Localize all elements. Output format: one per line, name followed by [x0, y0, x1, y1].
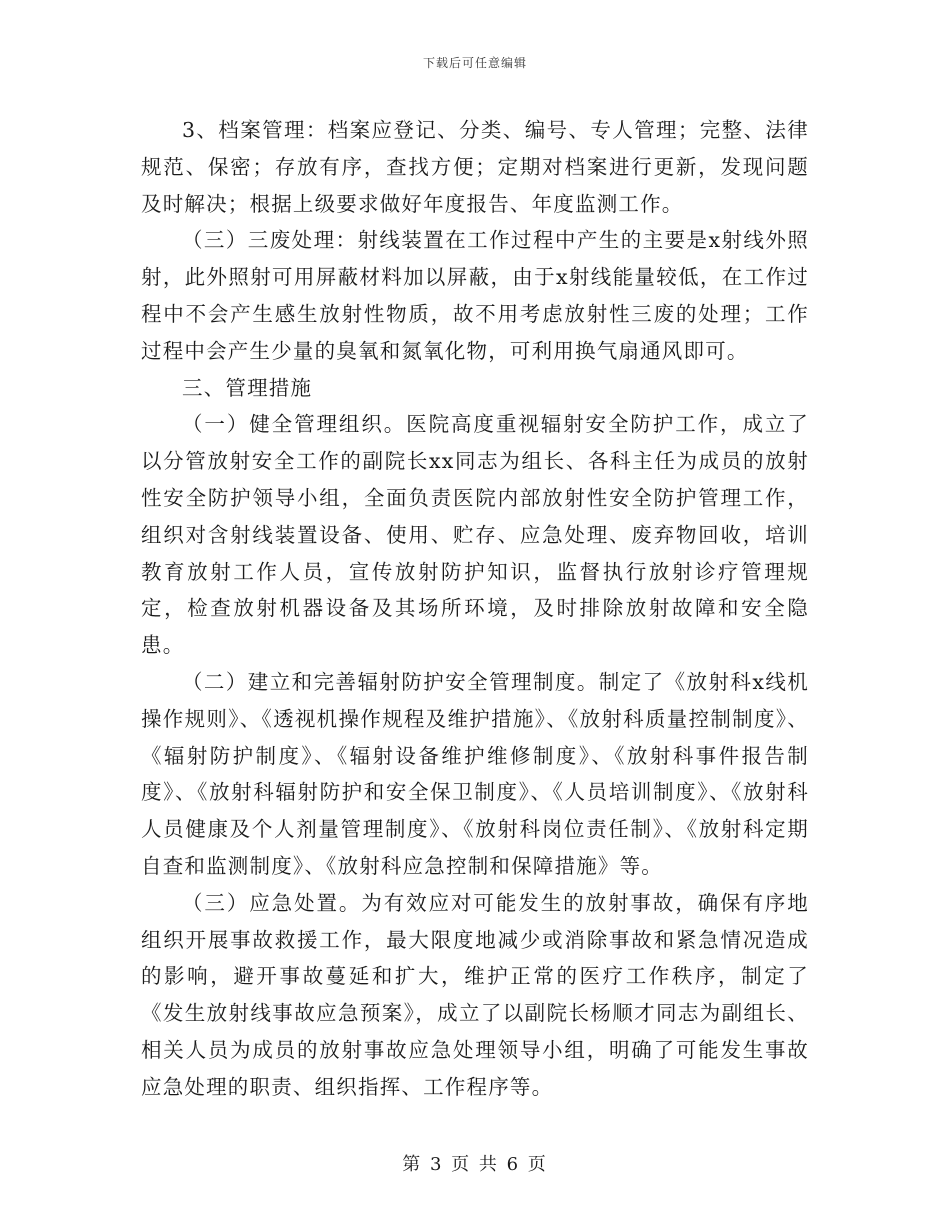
- section-heading-management-measures: 三、管理措施: [182, 375, 313, 400]
- paragraph-safety-regulations: （二）建立和完善辐射防护安全管理制度。制定了《放射科x线机操作规则》、《透视机操作规程及维护措施》、《放射科质量控制制度》、《辐射防护制度》、《辐射设备维护维修制度》、《放射科事件报告制度》、《放射科辐射防护和安全保卫制度》、《人员培训制度》、《放射科人员健康及个人剂量管理制度》、《放射科岗位责任制》、《放射科定期自查和监测制度》、《放射科应急控制和保障措施》等。: [141, 669, 809, 878]
- paragraph-archive-management: 3、档案管理：档案应登记、分类、编号、专人管理；完整、法律规范、保密；存放有序，查找方便；定期对档案进行更新，发现问题及时解决；根据上级要求做好年度报告、年度监测工作。: [141, 118, 809, 216]
- paragraph-emergency-response: （三）应急处置。为有效应对可能发生的放射事故，确保有序地组织开展事故救援工作，最大限度地减少或消除事故和紧急情况造成的影响，避开事故蔓延和扩大，维护正常的医疗工作秩序，制定了《发生放射线事故应急预案》，成立了以副院长杨顺才同志为副组长、相关人员为成员的放射事故应急处理领导小组，明确了可能发生事故应急处理的职责、组织指挥、工作程序等。: [141, 890, 809, 1099]
- page-number-footer: 第 3 页 共 6 页: [402, 1154, 548, 1175]
- paragraph-waste-treatment: （三）三废处理：射线装置在工作过程中产生的主要是x射线外照射，此外照射可用屏蔽材料加以屏蔽，由于x射线能量较低，在工作过程中不会产生感生放射性物质，故不用考虑放射性三废的处理；工作过程中会产生少量的臭氧和氮氧化物，可利用换气扇通风即可。: [141, 228, 809, 363]
- page-header: 下载后可任意编辑: [422, 56, 527, 70]
- paragraph-management-organization: （一）健全管理组织。医院高度重视辐射安全防护工作，成立了以分管放射安全工作的副院长xx同志为组长、各科主任为成员的放射性安全防护领导小组，全面负责医院内部放射性安全防护管理工作，组织对含射线装置设备、使用、贮存、应急处理、废弃物回收，培训教育放射工作人员，宣传放射防护知识，监督执行放射诊疗管理规定，检查放射机器设备及其场所环境，及时排除放射故障和安全隐患。: [141, 412, 809, 658]
- document-body: [141, 112, 809, 1106]
